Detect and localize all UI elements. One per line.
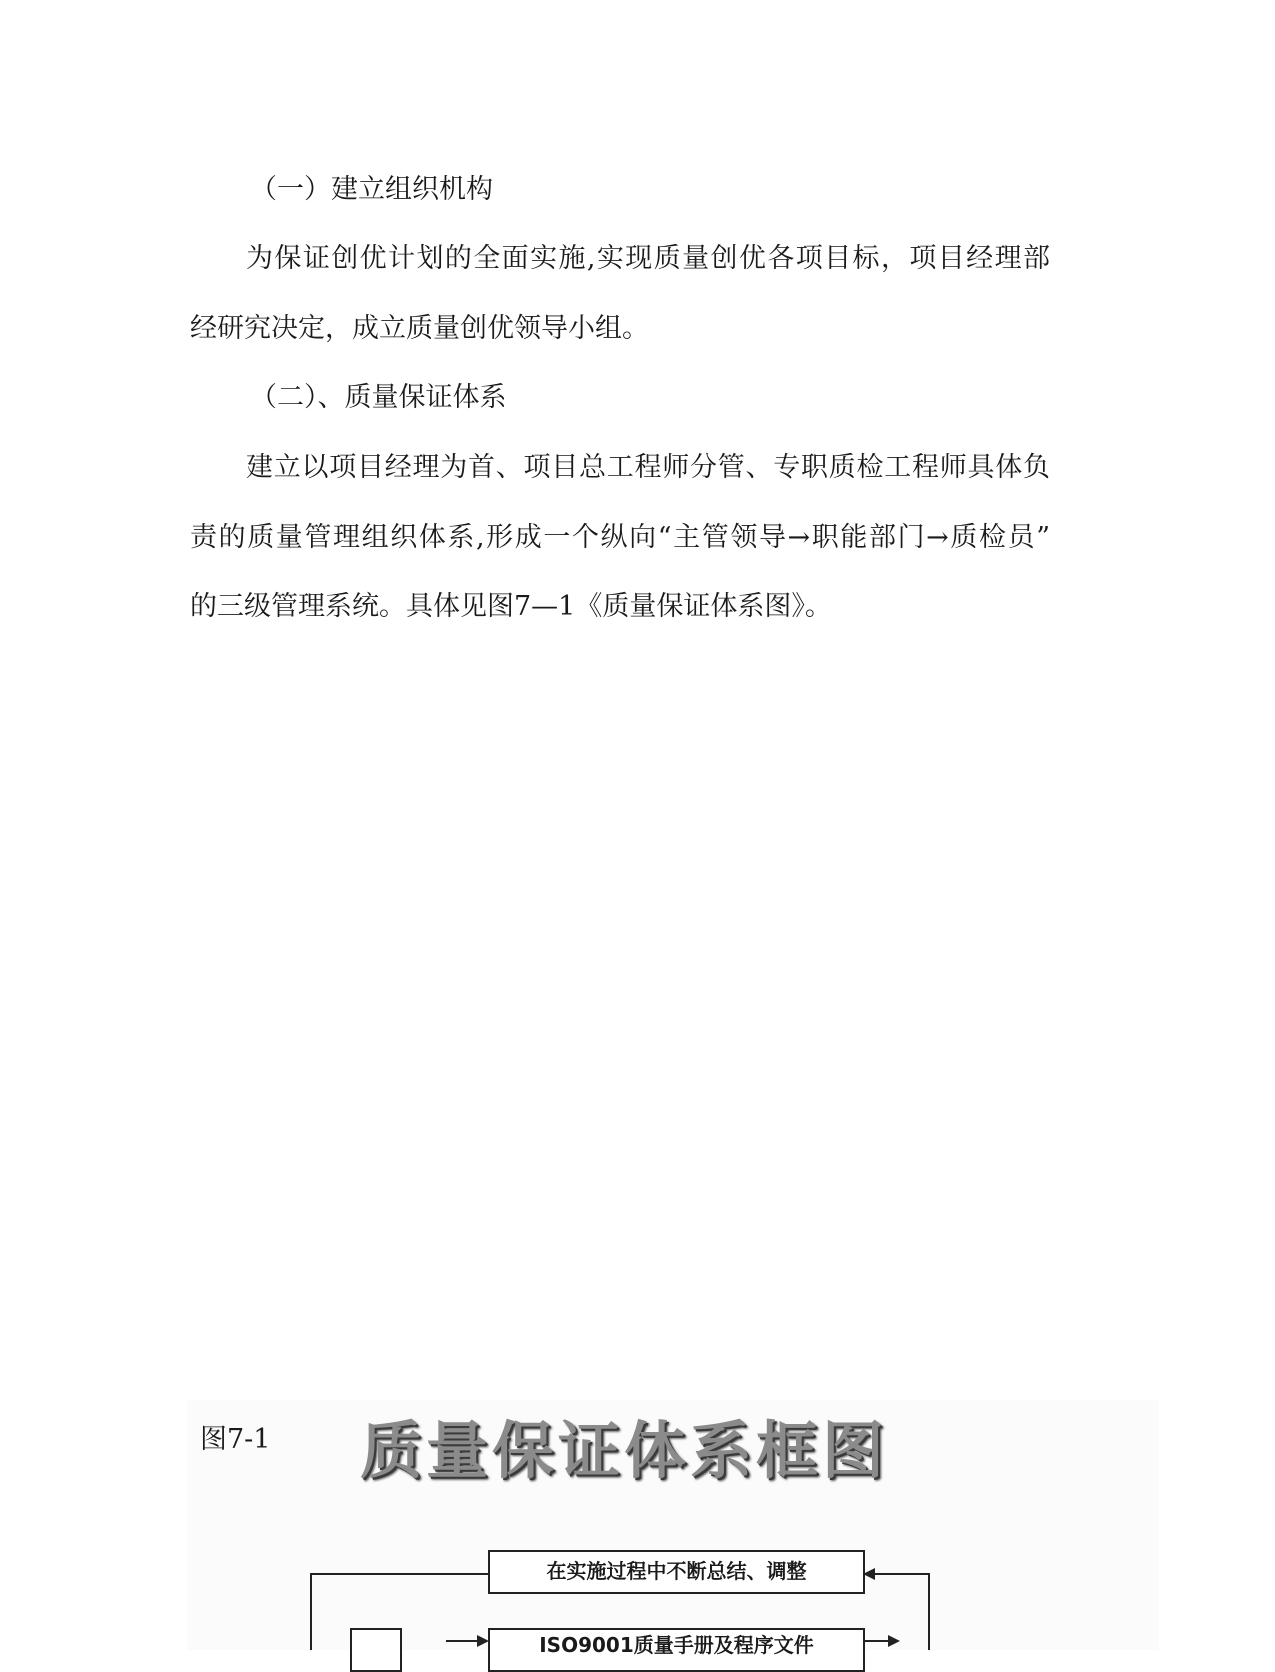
diagram-box-small-left — [350, 1628, 402, 1672]
section-heading-organization: （一）建立组织机构 — [250, 174, 493, 205]
arrow-out-iso-box-icon — [888, 1635, 900, 1647]
diagram-box-summarize-adjust: 在实施过程中不断总结、调整 — [488, 1550, 865, 1594]
connector-left-top — [310, 1573, 490, 1575]
connector-left-vertical — [310, 1573, 312, 1650]
paragraph-organization-line-1: 为保证创优计划的全面实施,实现质量创优各项目标，项目经理部 — [246, 243, 1050, 274]
paragraph-quality-system-line-3: 的三级管理系统。具体见图7—1《质量保证体系图》。 — [190, 591, 832, 622]
figure-label: 图7-1 — [200, 1424, 271, 1455]
paragraph-quality-system-line-2: 责的质量管理组织体系,形成一个纵向“主管领导→职能部门→质检员” — [190, 522, 1050, 553]
paragraph-organization-line-2: 经研究决定，成立质量创优领导小组。 — [190, 313, 649, 344]
diagram-box-iso9001: ISO9001质量手册及程序文件 — [488, 1628, 865, 1672]
section-heading-quality-system: （二）、质量保证体系 — [250, 382, 507, 413]
connector-right-vertical — [928, 1573, 930, 1650]
figure-title: 质量保证体系框图 — [360, 1414, 889, 1487]
paragraph-quality-system-line-1: 建立以项目经理为首、项目总工程师分管、专职质检工程师具体负 — [246, 452, 1050, 483]
